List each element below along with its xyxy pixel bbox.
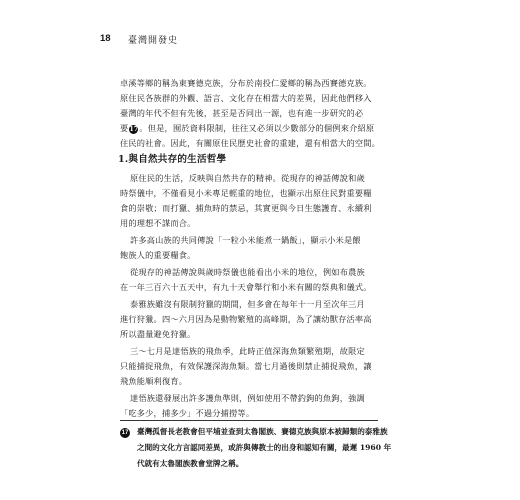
footnote-reference[interactable]: 17 xyxy=(129,126,139,133)
text-line: 時祭儀中，不僅看見小米專足輕重的地位，也顯示出原住民對重要糧 xyxy=(120,188,372,198)
text-line: 從現存的神話傳說與歲時祭儀也能看出小米的地位，例如布農族 xyxy=(130,267,365,277)
text-line-with-ref xyxy=(120,121,374,135)
text-line: 「吃多少，捕多少」不過分捕撈等。 xyxy=(120,408,255,418)
text-line: 飽族人的重要糧食。 xyxy=(120,250,196,260)
text-line: 許多高山族的共同傳說「一粒小米能煮一鍋飯」，顯示小米是餵 xyxy=(130,235,361,245)
footnote-line: 代就有太魯閣族教會堂牌之稱。 xyxy=(137,459,244,468)
page-header xyxy=(100,33,430,49)
footnote-line: 臺灣孤督長老教會但平埔並查到太魯閣族、賽德克族與原本被歸類的泰雅族 xyxy=(137,427,388,436)
page-number: 18 xyxy=(100,33,111,44)
footnote-line: 之間的文化方言認同差異，或許與傳教士的出身和認知有關，最遲 1960 年 xyxy=(137,443,392,452)
text-line: 用的理想不謀而合。 xyxy=(120,218,196,228)
text-line: 臺灣的年代不但有先後，甚至是否同出一源，也有進一步研究的必 xyxy=(120,108,364,118)
text-fragment: 要 xyxy=(120,123,129,133)
section-heading: 1.與自然共存的生活哲學 xyxy=(118,154,227,165)
text-line: 所以盡量避免狩獵。 xyxy=(120,329,196,339)
text-line: 在一年三百六十五天中，有九十天會舉行和小米有關的祭典和儀式。 xyxy=(120,282,372,292)
text-line: 飛魚能順利復育。 xyxy=(120,376,188,386)
text-line: 卓溪等鄉的稱為東賽德克族，分布於南投仁愛鄉的稱為西賽德克族。 xyxy=(120,78,372,88)
footnote-marker: 17 xyxy=(121,430,129,436)
text-line: 泰雅族雖沒有限制狩獵的期間，但多會在每年十一月至次年三月 xyxy=(130,299,365,309)
text-line: 只能捕捉飛魚，有效保護深海魚類。當七月過後則禁止捕捉飛魚，讓 xyxy=(120,361,372,371)
text-line: 三～七月是達悟族的飛魚季，此時正值深海魚類繁殖期，故限定 xyxy=(130,346,365,356)
text-line: 達悟族還發展出許多護魚準則，例如使用不帶釣鉤的魚鉤，強調 xyxy=(130,393,365,403)
running-title: 臺灣開發史 xyxy=(128,36,179,46)
footnote-divider xyxy=(120,420,378,421)
text-fragment: 。但是，囿於資料限制，往往又必須以少數部分的個例來介紹原 xyxy=(139,123,375,133)
text-line: 食的崇敬；而打獵、捕魚時的禁忌，其實更與今日生態護育、永續利 xyxy=(120,203,372,213)
text-line: 原住民各族群的外觀、語言、文化存在相當大的差異，因此他們移入 xyxy=(120,93,372,103)
text-line: 原住民的生活，反映與自然共存的精神。從現存的神話傳說和歲 xyxy=(130,173,365,183)
text-line: 住民的社會。因此，有關原住民歷史社會的重建，還有相當大的空間。 xyxy=(120,138,381,148)
text-line: 進行狩獵。四～六月因為是動物繁殖的高峰期，為了讓幼獸存活率高 xyxy=(120,314,372,324)
